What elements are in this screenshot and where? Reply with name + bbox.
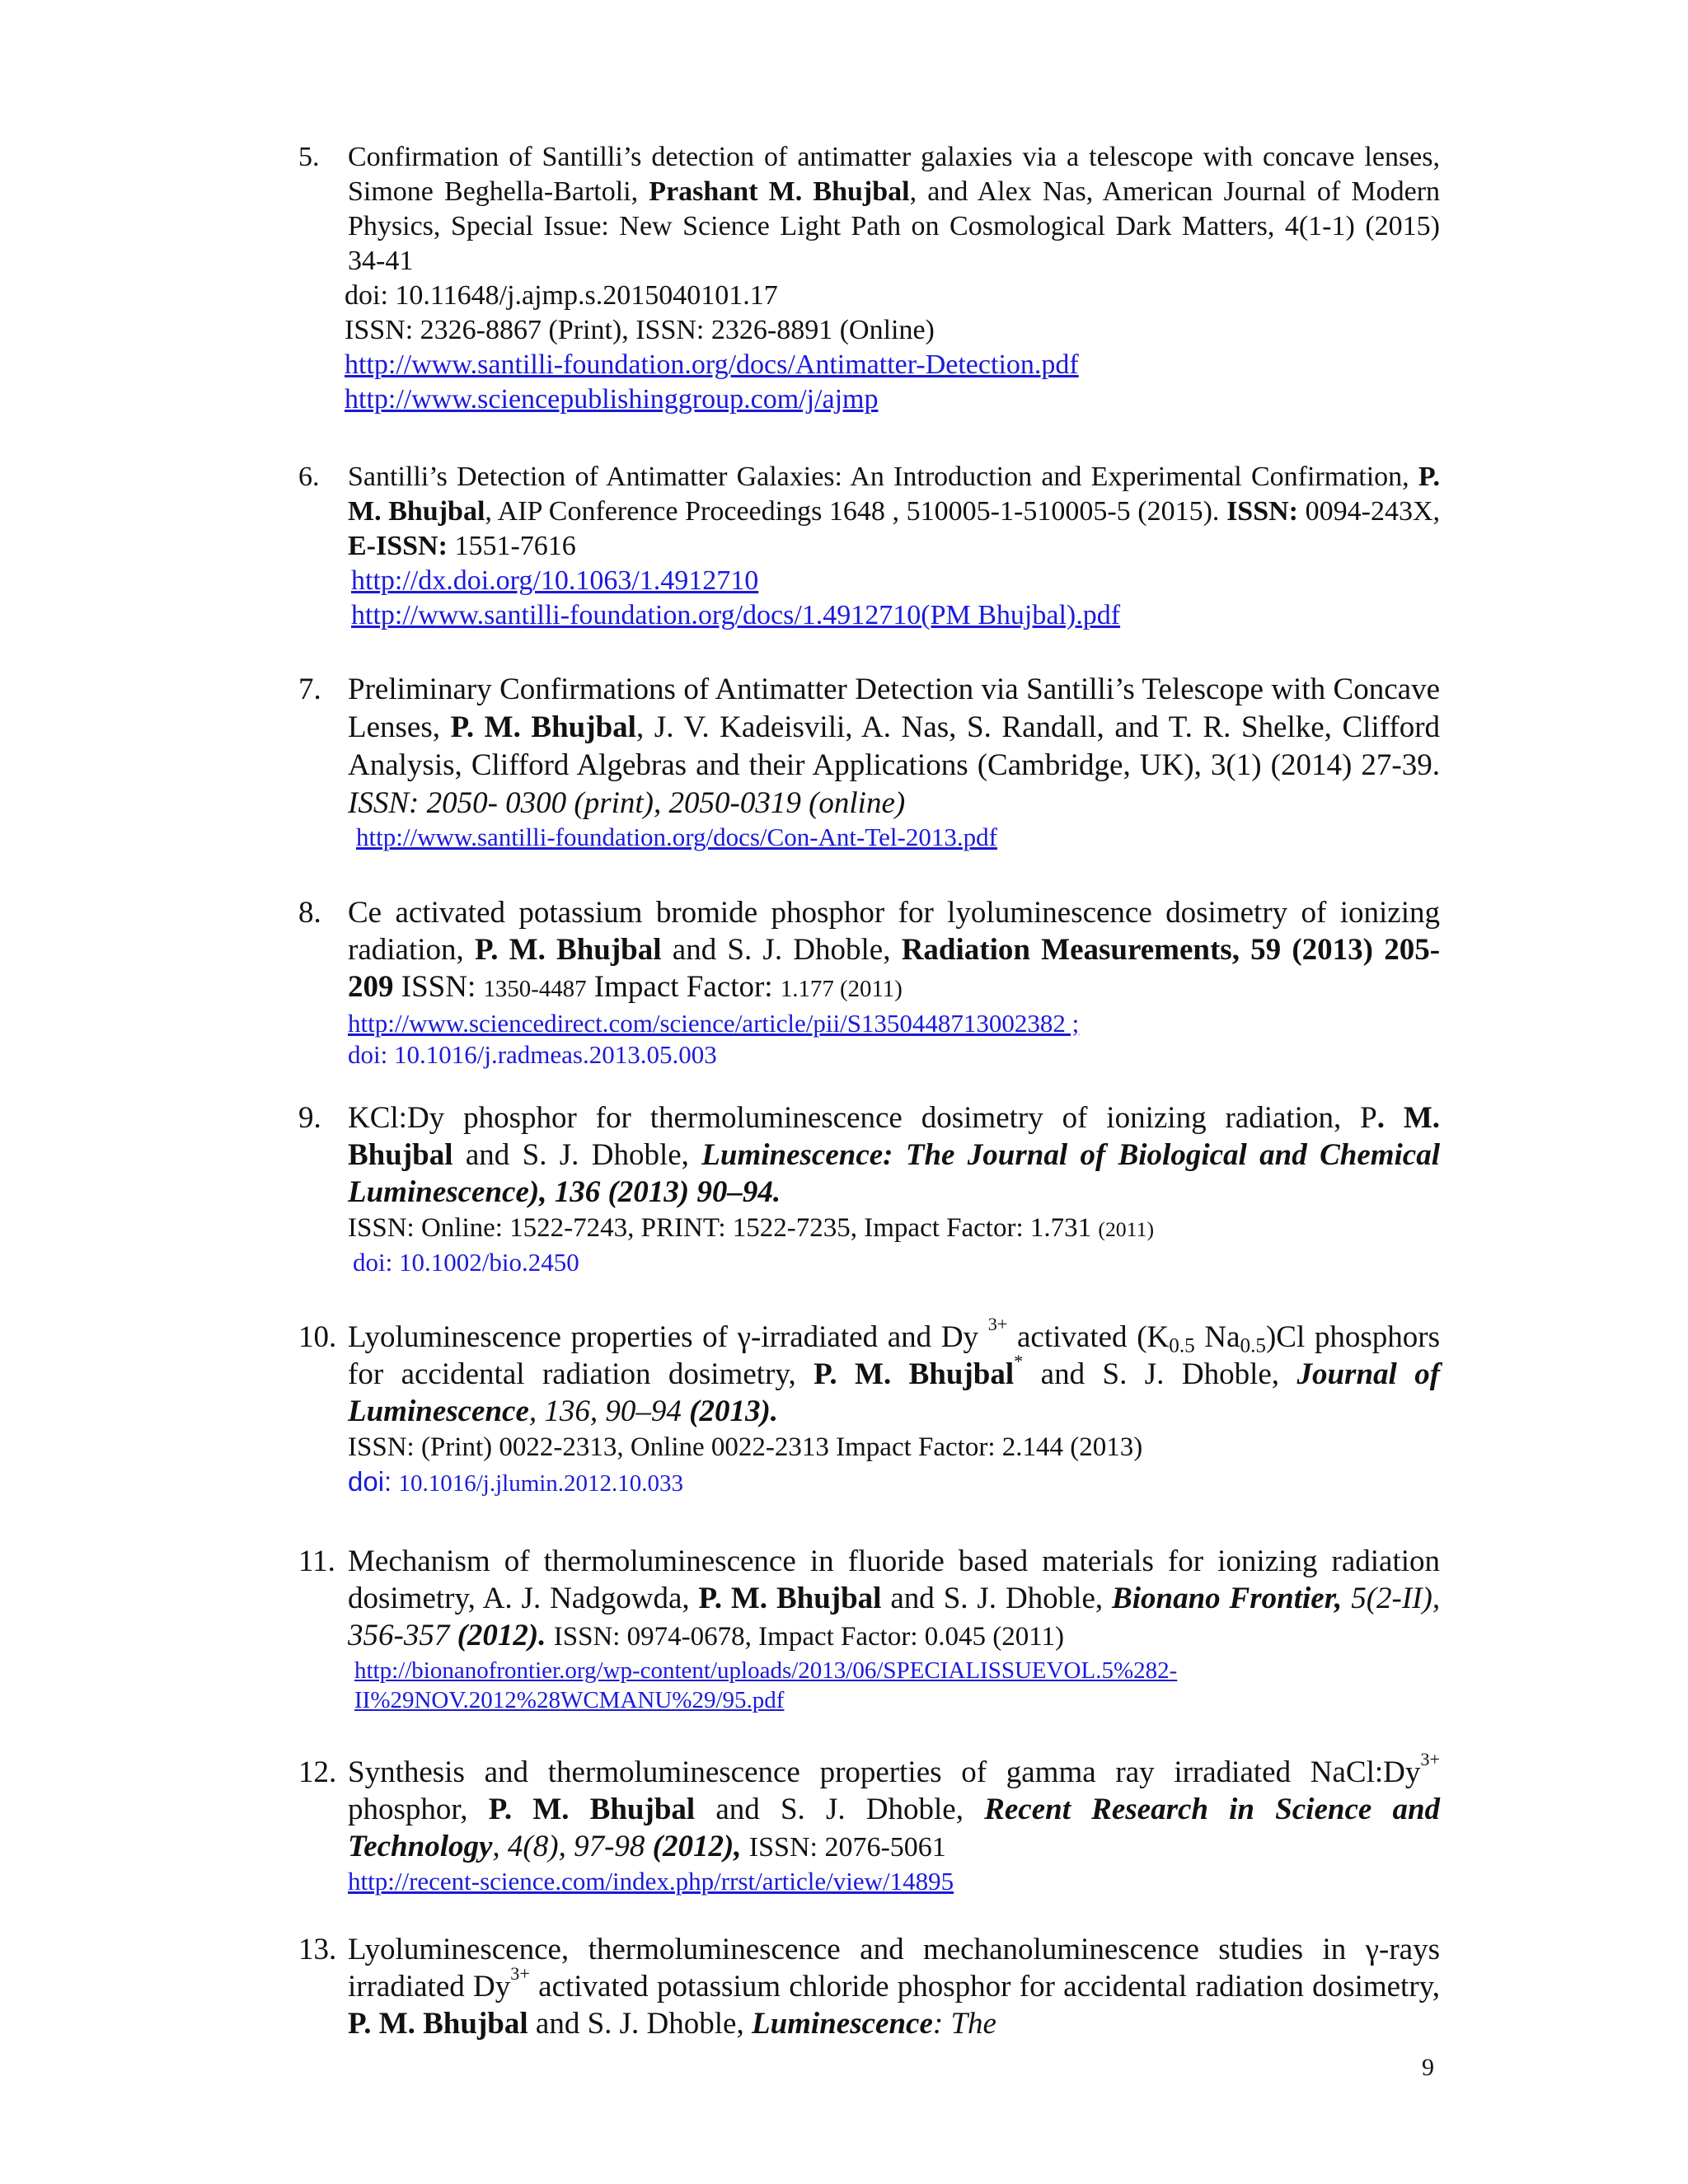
entry-body <box>348 671 1440 852</box>
entry-title: KCl:Dy phosphor for thermoluminescence dosimetry of ionizing radiation, P <box>348 1101 1377 1135</box>
issn-text: ISSN: 2326-8867 (Print), ISSN: 2326-8891 (Online) <box>345 315 935 345</box>
issn-label: ISSN: <box>1226 496 1298 527</box>
entry-number: 8. <box>298 896 321 930</box>
entry-number: 10. <box>298 1320 337 1354</box>
entry-title: activated (K <box>1017 1320 1170 1354</box>
entry-body <box>348 1099 1440 1278</box>
reference-link[interactable]: http://recent-science.com/index.php/rrst/article/view/14895 <box>348 1867 954 1896</box>
issn-text: ISSN: Online: 1522-7243, PRINT: 1522-7235, Impact Factor: 1.731 <box>348 1213 1092 1243</box>
impact-factor-value: 1.177 (2011) <box>780 976 903 1002</box>
entry-number: 7. <box>298 673 321 706</box>
corresponding-mark: * <box>1014 1351 1024 1372</box>
author-name: P. M. Bhujbal <box>488 1793 696 1826</box>
coauthors: and S. J. Dhoble, <box>465 1138 689 1172</box>
reference-entry-13 <box>298 1931 1440 2042</box>
entry-number: 12. <box>298 1755 337 1789</box>
author-name: P. M. Bhujbal <box>474 933 662 967</box>
reference-link[interactable]: II%29NOV.2012%28WCMANU%29/95.pdf <box>354 1687 785 1713</box>
doi-text: doi: 10.11648/j.ajmp.s.2015040101.17 <box>345 280 778 311</box>
entry-body <box>348 460 1440 633</box>
doi-label: doi: <box>348 1466 392 1497</box>
subscript: 0.5 <box>1240 1334 1266 1357</box>
entry-title: )Cl phosphors for accidental radiation dosimetry, <box>348 1320 1441 1391</box>
reference-link[interactable]: http://www.santilli-foundation.org/docs/Antimatter-Detection.pdf <box>345 349 1079 380</box>
entry-title: Santilli’s Detection of Antimatter Galaxies: An Introduction and Experimental Confirmation, <box>348 462 1409 492</box>
reference-link[interactable]: http://dx.doi.org/10.1063/1.4912710 <box>351 565 759 596</box>
issn-value: 0094-243X, <box>1298 496 1441 527</box>
reference-entry-11 <box>298 1543 1440 1715</box>
entry-body <box>348 1931 1440 2042</box>
journal-volume: : The <box>932 2007 996 2041</box>
entry-body <box>348 1314 1441 1501</box>
issn-label: ISSN: <box>401 970 476 1004</box>
coauthors: and S. J. Dhoble, <box>535 2007 744 2041</box>
issn-text: ISSN: 2076-5061 <box>748 1832 946 1863</box>
reference-link[interactable]: http://www.santilli-foundation.org/docs/Con-Ant-Tel-2013.pdf <box>356 823 997 851</box>
author-name: P. M. Bhujbal <box>348 462 1440 527</box>
journal-name: Luminescence: The Journal of Biological and Chemical Luminescence), 136 (2013) 90–94. <box>348 1138 1441 1209</box>
entry-title: Synthesis and thermoluminescence properties of gamma ray irradiated NaCl:Dy <box>348 1755 1421 1789</box>
author-name: P. M. Bhujbal <box>698 1582 882 1615</box>
reference-entry-5 <box>298 140 1440 417</box>
entry-citation: , AIP Conference Proceedings 1648 , 510005-1-510005-5 (2015). <box>485 496 1220 527</box>
doi-text: doi: 10.1002/bio.2450 <box>353 1248 579 1277</box>
issn-text: ISSN: (Print) 0022-2313, Online 0022-2313 Impact Factor: 2.144 (2013) <box>348 1432 1143 1462</box>
journal-name: Journal of Luminescence <box>348 1357 1441 1428</box>
reference-entry-10 <box>298 1314 1441 1501</box>
page-number: 9 <box>1422 2054 1434 2081</box>
entry-title: activated potassium chloride phosphor for accidental radiation dosimetry, <box>538 1970 1440 2004</box>
entry-title: Mechanism of thermoluminescence in fluoride based materials for ionizing radiation dosimetry, A. J. Nadgowda, <box>348 1544 1440 1615</box>
journal-year: (2013). <box>689 1394 779 1428</box>
superscript: 3+ <box>987 1314 1008 1335</box>
impact-factor-year: (2011) <box>1098 1217 1155 1241</box>
entry-citation: , J. V. Kadeisvili, A. Nas, S. Randall, and T. R. Shelke, Clifford Analysis, Clifford Algebras and their Applications (Cambridge, UK), 3(1) (2014) 27-39. <box>348 710 1441 782</box>
entry-body <box>345 140 1441 417</box>
issn-text: ISSN: 2050- 0300 (print), 2050-0319 (online) <box>348 786 906 820</box>
doi-text: doi: 10.1016/j.radmeas.2013.05.003 <box>348 1040 717 1069</box>
reference-entry-9 <box>298 1099 1440 1278</box>
journal-volume: , 136, 90–94 <box>528 1394 682 1428</box>
journal-name: Radiation Measurements, 59 (2013) 205-209 <box>348 933 1441 1004</box>
journal-name: Luminescence <box>751 2007 933 2041</box>
coauthors: and S. J. Dhoble, <box>1040 1357 1280 1391</box>
entry-number: 9. <box>298 1101 321 1135</box>
subscript: 0.5 <box>1169 1334 1195 1357</box>
reference-entry-7 <box>298 671 1440 852</box>
entry-body <box>348 1543 1440 1715</box>
journal-name: Bionano Frontier, <box>1112 1582 1343 1615</box>
journal-name: Recent Research in Science and Technology <box>348 1793 1441 1863</box>
entry-body <box>348 894 1440 1071</box>
entry-title: Preliminary Confirmations of Antimatter Detection via Santilli’s Telescope with Concave Lenses, <box>348 673 1440 744</box>
entry-number: 11. <box>298 1544 335 1578</box>
reference-link[interactable]: http://bionanofrontier.org/wp-content/uploads/2013/06/SPECIALISSUEVOL.5%282- <box>354 1657 1178 1684</box>
eissn-label: E-ISSN: <box>348 531 448 561</box>
entry-citation: , and Alex Nas, American Journal of Modern Physics, Special Issue: New Science Light Path on Cosmological Dark Matters, 4(1-1) (2015) 34-41 <box>348 176 1441 276</box>
issn-value: 1350-4487 <box>483 976 587 1002</box>
entry-title: Lyoluminescence properties of γ-irradiated and Dy <box>348 1320 979 1354</box>
journal-volume: , 4(8), 97-98 <box>492 1830 645 1863</box>
entry-title: Confirmation of Santilli’s detection of antimatter galaxies via a telescope with concave lenses, Simone Beghella-Bartoli, <box>348 142 1440 207</box>
author-name: Prashant M. Bhujbal <box>649 176 910 207</box>
impact-factor-label: Impact Factor: <box>593 970 773 1004</box>
entry-title: Lyoluminescence, thermoluminescence and mechanoluminescence studies in γ-rays irradiated Dy <box>348 1933 1440 2004</box>
entry-number: 6. <box>298 462 320 492</box>
reference-entry-12 <box>298 1749 1441 1897</box>
journal-year: (2012). <box>457 1619 546 1652</box>
entry-number: 13. <box>298 1933 337 1966</box>
coauthors: and S. J. Dhoble, <box>890 1582 1104 1615</box>
journal-year: (2012), <box>652 1830 742 1863</box>
author-name: P. M. Bhujbal <box>348 2007 528 2041</box>
entry-title: phosphor, <box>348 1793 468 1826</box>
reference-entry-8 <box>298 894 1440 1071</box>
author-name: P. M. Bhujbal <box>450 710 636 744</box>
reference-link[interactable]: http://www.sciencedirect.com/science/article/pii/S1350448713002382 ; <box>348 1009 1080 1038</box>
reference-link[interactable]: http://www.sciencepublishinggroup.com/j/ajmp <box>345 384 879 415</box>
superscript: 3+ <box>1420 1749 1440 1770</box>
coauthors: and S. J. Dhoble, <box>715 1793 964 1826</box>
entry-body <box>348 1749 1441 1897</box>
entry-title: Ce activated potassium bromide phosphor for lyoluminescence dosimetry of ionizing radiation, <box>348 896 1440 967</box>
reference-entry-6 <box>298 460 1440 633</box>
superscript: 3+ <box>510 1963 530 1985</box>
doi-value: 10.1016/j.jlumin.2012.10.033 <box>398 1470 684 1497</box>
entry-title: Na <box>1204 1320 1240 1354</box>
entry-number: 5. <box>298 142 320 172</box>
reference-link[interactable]: http://www.santilli-foundation.org/docs/1.4912710(PM Bhujbal).pdf <box>351 600 1121 630</box>
issn-text: ISSN: 0974-0678, Impact Factor: 0.045 (2011) <box>553 1622 1065 1652</box>
author-name: P. M. Bhujbal <box>814 1357 1015 1391</box>
coauthors: and S. J. Dhoble, <box>672 933 891 967</box>
author-name: . M. Bhujbal <box>348 1101 1440 1172</box>
journal-volume: 5(2-II), 356-357 <box>348 1582 1441 1652</box>
eissn-value: 1551-7616 <box>447 531 576 561</box>
